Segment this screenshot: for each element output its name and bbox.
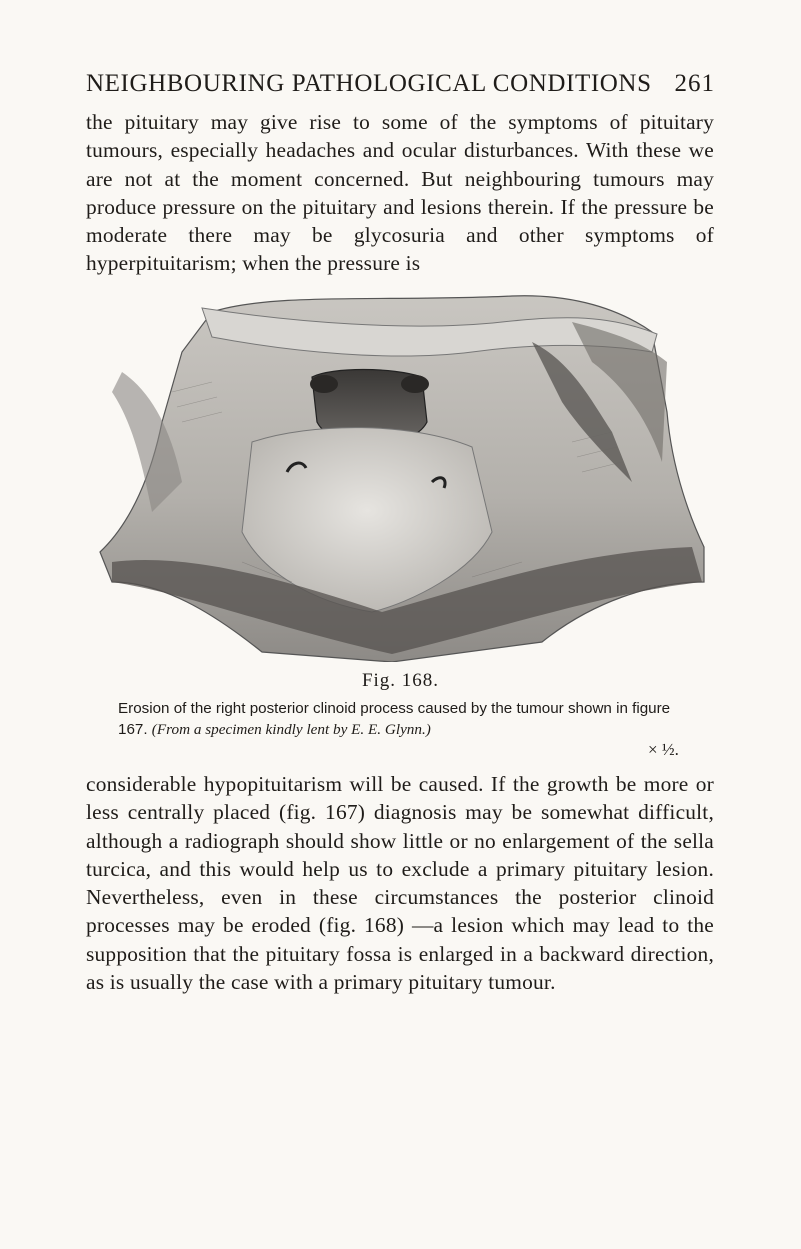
running-title: NEIGHBOURING PATHOLOGICAL CONDITIONS [86, 70, 652, 97]
figure-scale: × ½. [648, 740, 679, 759]
right-anterior-clinoid [401, 375, 429, 393]
caption-main: Erosion of the right posterior clinoid process caused by the tumour shown in figure 167. [118, 700, 671, 738]
figure-caption [118, 698, 684, 740]
running-header [86, 70, 715, 98]
sphenoid-bone-drawing [92, 282, 708, 662]
page-number: 261 [674, 70, 715, 97]
body-paragraph-2: considerable hypopituitarism will be caused. If the growth be more or less centrally placed (fig. 167) diagnosis may be somewhat difficult, although a radiograph should show little or no enlargement of the sella turcica, and this would help us to exclude a primary pituitary lesion. Nevertheless, even in these circumstances the posterior clinoid processes may be eroded (fig. 168) —a lesion which may lead to the supposition that the pituitary fossa is enlarged in a backward direction, as is usually the case with a primary pituitary tumour. [86, 772, 714, 995]
figure-168-illustration [92, 282, 708, 662]
caption-credit: (From a specimen kindly lent by E. E. Glynn.) [151, 721, 431, 738]
figure-label: Fig. 168. [361, 670, 440, 691]
left-anterior-clinoid [310, 375, 338, 393]
body-paragraph-1: the pituitary may give rise to some of the symptoms of pituitary tumours, especially headaches and ocular disturbances. With these we are not at the moment concerned. But neighbouring tumours may produce pressure on the pituitary and lesions therein. If the pressure be moderate there may be glycosuria and other symptoms of hyperpituitarism; when the pressure is [86, 110, 714, 276]
